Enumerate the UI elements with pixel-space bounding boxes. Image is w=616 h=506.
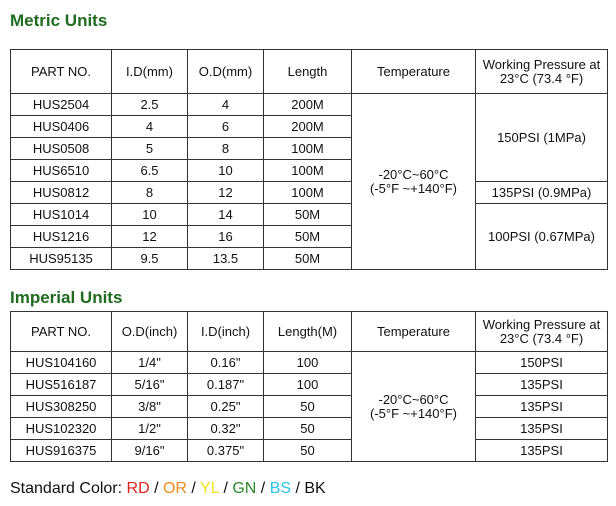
header-part-no: PART NO. — [11, 50, 112, 94]
color-code-or: OR — [162, 480, 187, 497]
standard-color-line — [10, 480, 326, 498]
table-row — [11, 374, 608, 396]
length-cell: 50M — [264, 226, 352, 248]
part-no-cell: HUS102320 — [11, 418, 112, 440]
metric-units-table — [10, 49, 608, 270]
part-no-cell: HUS916375 — [11, 440, 112, 462]
id-cell: 8 — [112, 182, 188, 204]
length-cell: 100 — [264, 352, 352, 374]
header-temperature: Temperature — [352, 50, 476, 94]
temperature-celsius: -20°C~60°C — [378, 391, 449, 407]
part-no-cell: HUS516187 — [11, 374, 112, 396]
part-no-cell: HUS6510 — [11, 160, 112, 182]
part-no-cell: HUS0812 — [11, 182, 112, 204]
id-cell: 9.5 — [112, 248, 188, 270]
length-cell: 100M — [264, 138, 352, 160]
od-cell: 4 — [188, 94, 264, 116]
metric-units-heading: Metric Units — [10, 11, 108, 30]
od-cell: 14 — [188, 204, 264, 226]
header-id-mm: I.D(mm) — [112, 50, 188, 94]
id-cell: 5 — [112, 138, 188, 160]
separator: / — [186, 480, 201, 497]
color-code-bs: BS — [269, 480, 292, 497]
id-cell: 12 — [112, 226, 188, 248]
length-cell: 100M — [264, 160, 352, 182]
standard-color-label: Standard Color: — [10, 480, 127, 497]
od-cell: 9/16" — [112, 440, 188, 462]
pressure-cell: 135PSI — [476, 396, 608, 418]
od-cell: 5/16" — [112, 374, 188, 396]
header-working-pressure: Working Pressure at 23°C (73.4 °F) — [476, 50, 608, 94]
color-code-bk: BK — [304, 480, 326, 497]
od-cell: 3/8" — [112, 396, 188, 418]
part-no-cell: HUS1014 — [11, 204, 112, 226]
temperature-fahrenheit: (-5°F ~+140°F) — [370, 180, 457, 196]
part-no-cell: HUS0508 — [11, 138, 112, 160]
od-cell: 6 — [188, 116, 264, 138]
pressure-cell: 150PSI (1MPa) — [476, 94, 608, 182]
metric-header-row — [11, 50, 608, 94]
separator: / — [149, 480, 163, 497]
part-no-cell: HUS0406 — [11, 116, 112, 138]
separator: / — [219, 480, 233, 497]
table-row — [11, 352, 608, 374]
header-part-no: PART NO. — [11, 312, 112, 352]
header-working-pressure: Working Pressure at 23°C (73.4 °F) — [476, 312, 608, 352]
header-length: Length — [264, 50, 352, 94]
header-length-m: Length(M) — [264, 312, 352, 352]
id-cell: 0.25" — [188, 396, 264, 418]
od-cell: 1/4" — [112, 352, 188, 374]
header-od-inch: O.D(inch) — [112, 312, 188, 352]
temperature-cell — [352, 352, 476, 462]
pressure-cell: 100PSI (0.67MPa) — [476, 204, 608, 270]
od-cell: 1/2" — [112, 418, 188, 440]
table-row — [11, 396, 608, 418]
separator: / — [291, 480, 305, 497]
color-code-rd: RD — [126, 480, 150, 497]
table-row — [11, 418, 608, 440]
length-cell: 50 — [264, 440, 352, 462]
imperial-units-heading: Imperial Units — [10, 288, 123, 307]
temperature-fahrenheit: (-5°F ~+140°F) — [370, 405, 457, 421]
length-cell: 50M — [264, 248, 352, 270]
temperature-cell — [352, 94, 476, 270]
od-cell: 12 — [188, 182, 264, 204]
color-code-gn: GN — [232, 480, 257, 497]
part-no-cell: HUS104160 — [11, 352, 112, 374]
pressure-cell: 135PSI — [476, 374, 608, 396]
table-row — [11, 204, 608, 226]
od-cell: 13.5 — [188, 248, 264, 270]
header-id-inch: I.D(inch) — [188, 312, 264, 352]
id-cell: 0.16" — [188, 352, 264, 374]
temperature-celsius: -20°C~60°C — [378, 166, 449, 182]
separator: / — [256, 480, 270, 497]
table-row — [11, 94, 608, 116]
id-cell: 4 — [112, 116, 188, 138]
od-cell: 16 — [188, 226, 264, 248]
pressure-cell: 135PSI — [476, 418, 608, 440]
length-cell: 100M — [264, 182, 352, 204]
table-row — [11, 440, 608, 462]
id-cell: 2.5 — [112, 94, 188, 116]
header-od-mm: O.D(mm) — [188, 50, 264, 94]
od-cell: 8 — [188, 138, 264, 160]
pressure-cell: 150PSI — [476, 352, 608, 374]
length-cell: 200M — [264, 94, 352, 116]
id-cell: 10 — [112, 204, 188, 226]
table-row — [11, 182, 608, 204]
length-cell: 200M — [264, 116, 352, 138]
pressure-cell: 135PSI — [476, 440, 608, 462]
imperial-units-table — [10, 311, 608, 462]
length-cell: 100 — [264, 374, 352, 396]
part-no-cell: HUS95135 — [11, 248, 112, 270]
length-cell: 50 — [264, 396, 352, 418]
part-no-cell: HUS308250 — [11, 396, 112, 418]
part-no-cell: HUS1216 — [11, 226, 112, 248]
length-cell: 50 — [264, 418, 352, 440]
color-code-yl: YL — [200, 480, 219, 497]
length-cell: 50M — [264, 204, 352, 226]
od-cell: 10 — [188, 160, 264, 182]
id-cell: 0.187" — [188, 374, 264, 396]
id-cell: 6.5 — [112, 160, 188, 182]
imperial-header-row — [11, 312, 608, 352]
id-cell: 0.375" — [188, 440, 264, 462]
header-temperature: Temperature — [352, 312, 476, 352]
pressure-cell: 135PSI (0.9MPa) — [476, 182, 608, 204]
part-no-cell: HUS2504 — [11, 94, 112, 116]
id-cell: 0.32" — [188, 418, 264, 440]
